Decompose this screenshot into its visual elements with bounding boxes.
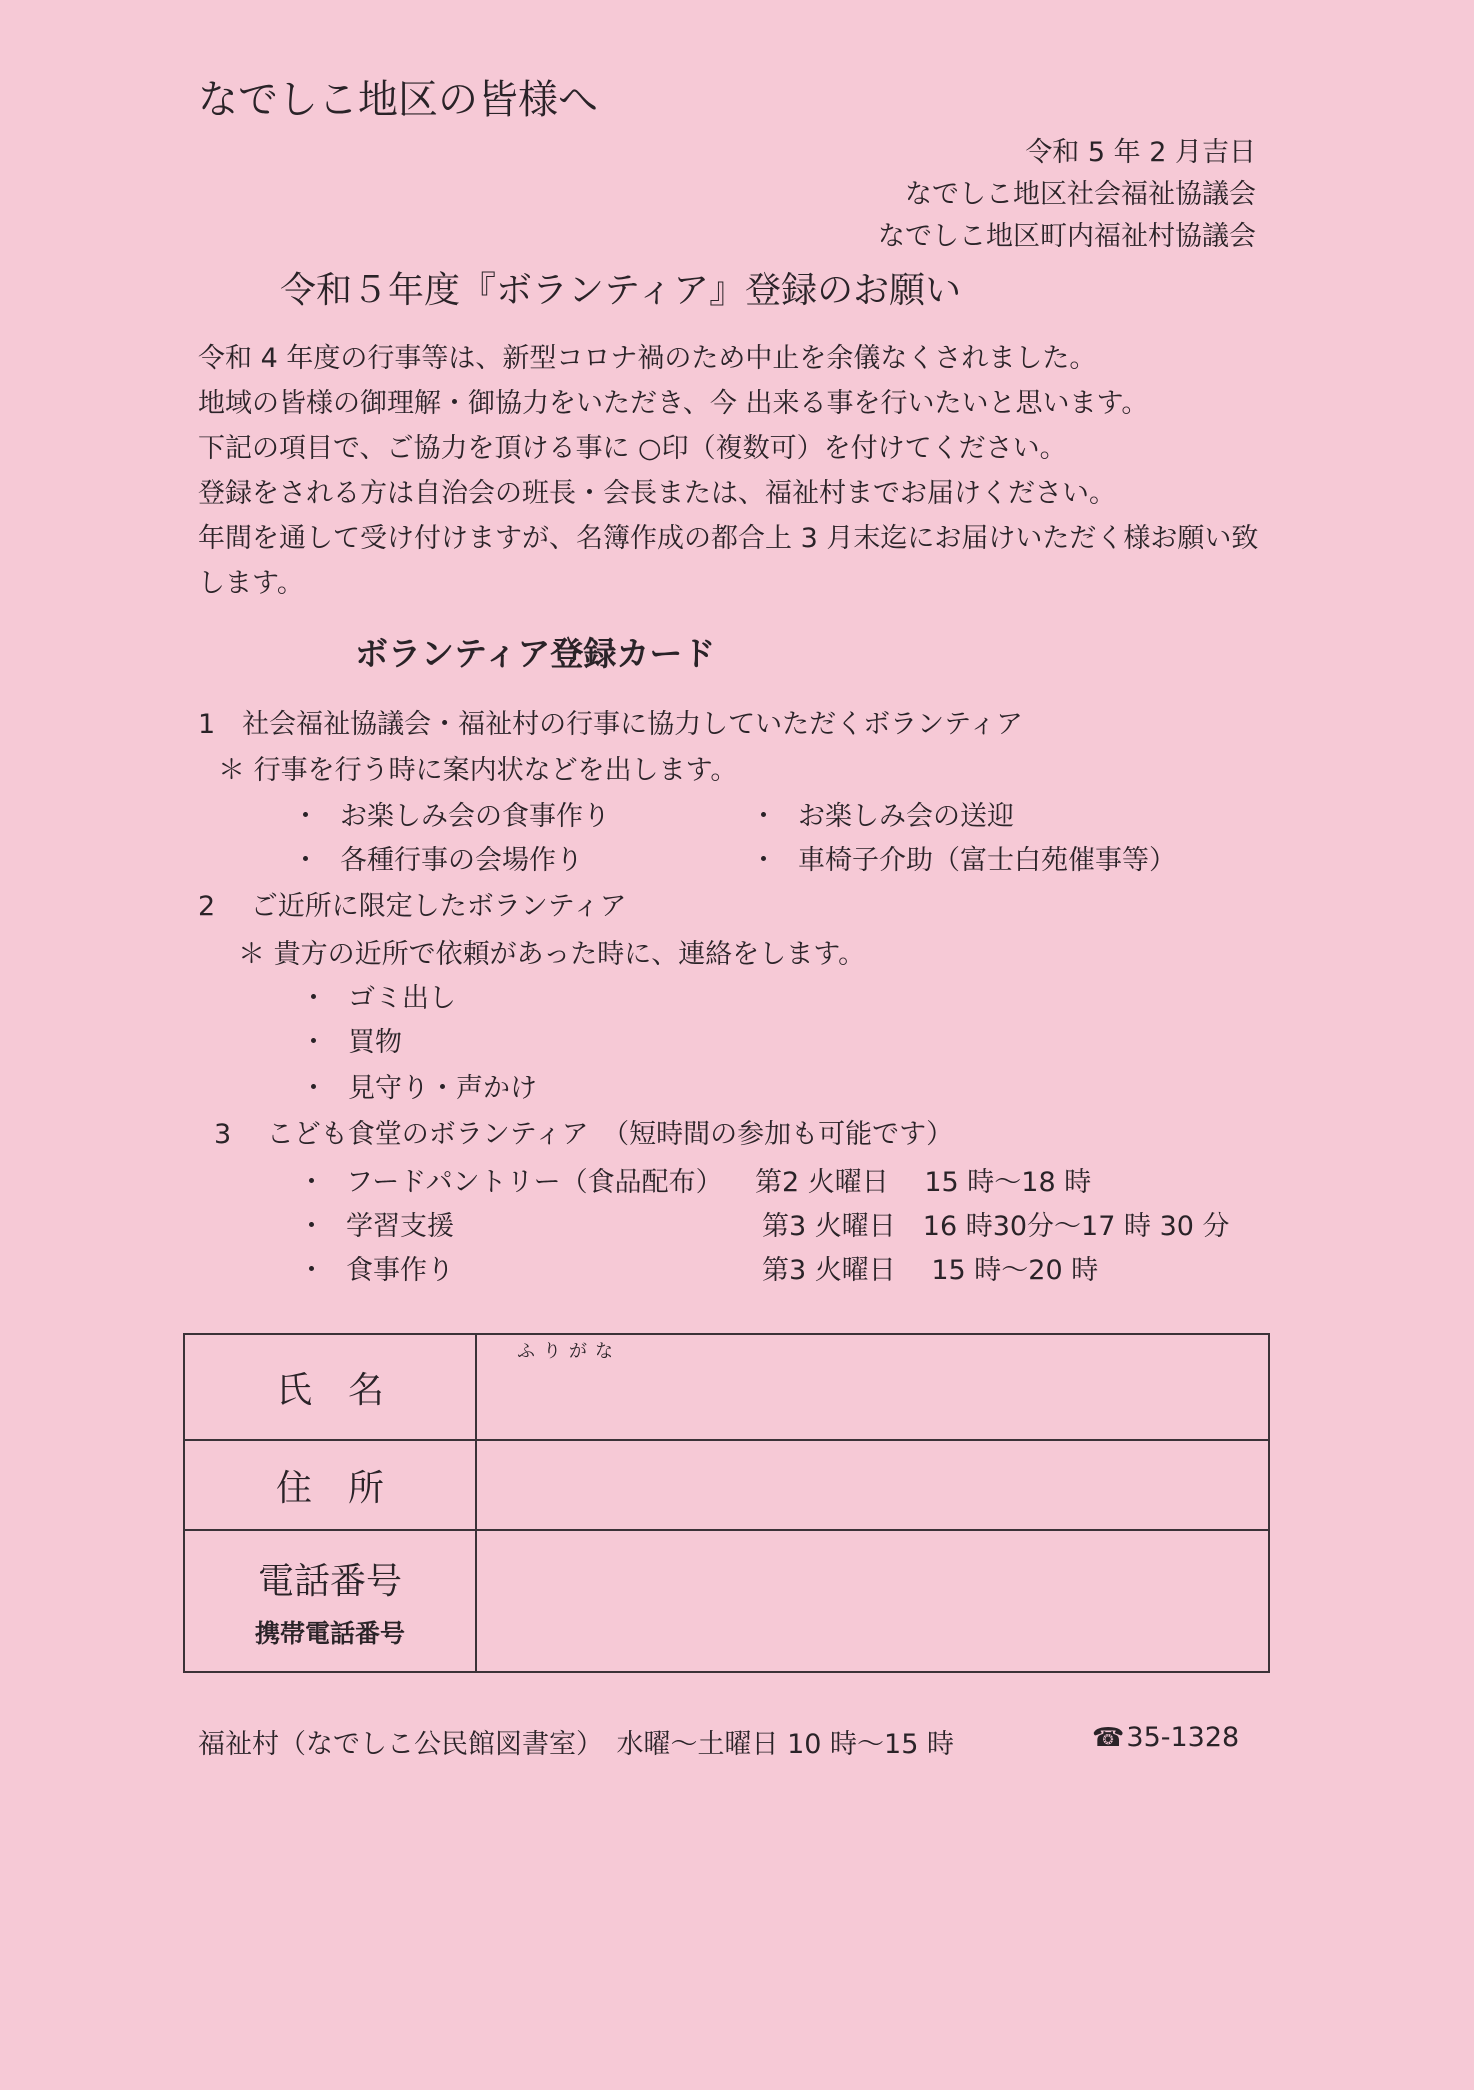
form-row-phone [184, 1530, 1269, 1672]
bullet-icon: ・ [750, 845, 777, 876]
name-field[interactable] [476, 1334, 1269, 1440]
footer-phone [1092, 1722, 1239, 1753]
item-label: 見守り・声かけ [348, 1073, 537, 1104]
section-1-note: ＊ 行事を行う時に案内状などを出します。 [218, 755, 738, 786]
section-3-time: 第2 火曜日 15 時～18 時 [755, 1167, 1092, 1198]
phone-label: 電話番号 [257, 1560, 402, 1602]
intro-line: 年間を通して受け付けますが、名簿作成の都合上 3 月末迄にお届けいただく様お願い致します。 [198, 523, 1259, 599]
section-3-time: 第3 火曜日 16 時30分～17 時 30 分 [762, 1211, 1230, 1242]
item-label: お楽しみ会の食事作り [340, 801, 610, 832]
mobile-label: 携帯電話番号 [254, 1618, 405, 1648]
bullet-icon: ・ [292, 845, 319, 876]
intro-line: 令和 4 年度の行事等は、新型コロナ禍のため中止を余儀なくされました。 [198, 343, 1097, 374]
salutation: なでしこ地区の皆様へ [198, 77, 598, 123]
item-label: ゴミ出し [348, 983, 456, 1014]
section-2-item [300, 1020, 402, 1059]
name-label: 氏 名 [184, 1334, 476, 1440]
task-label: フードパントリー（食品配布） [346, 1167, 723, 1198]
section-2-note: ＊ 貴方の近所で依頼があった時に、連絡をします。 [238, 939, 866, 970]
intro-text [198, 336, 1263, 606]
section-1-item [292, 794, 610, 833]
footer-contact: 福祉村（なでしこ公民館図書室） 水曜～土曜日 10 時～15 時 [198, 1729, 954, 1760]
phone-label-cell [184, 1530, 476, 1672]
section-3-task [298, 1160, 723, 1199]
item-label: 各種行事の会場作り [340, 845, 583, 876]
section-3-task [298, 1248, 454, 1287]
section-1-heading: 1 社会福祉協議会・福祉村の行事に協力していただくボランティア [198, 709, 1024, 740]
section-1-item [750, 794, 1014, 833]
section-1-item [750, 838, 1176, 877]
section-1-item [292, 838, 583, 877]
issue-date: 令和 5 年 2 月吉日 [1025, 137, 1256, 168]
telephone-icon: ☎ [1092, 1723, 1125, 1753]
card-title: ボランティア登録カード [355, 634, 716, 673]
bullet-icon: ・ [750, 801, 777, 832]
section-3-task [298, 1204, 454, 1243]
intro-line: 下記の項目で、ご協力を頂ける事に ○印（複数可）を付けてください。 [198, 433, 1067, 464]
form-row-address [184, 1440, 1269, 1530]
section-3-heading: 3 こども食堂のボランティア （短時間の参加も可能です） [214, 1119, 954, 1150]
section-2-item [300, 1066, 537, 1105]
furigana-label: ふりがな [517, 1341, 621, 1362]
bullet-icon: ・ [300, 1073, 327, 1104]
sender-org-2: なでしこ地区町内福祉村協議会 [878, 221, 1256, 252]
item-label: 車椅子介助（富士白苑催事等） [798, 845, 1176, 876]
phone-field[interactable] [476, 1530, 1269, 1672]
notice-title: 令和５年度『ボランティア』登録のお願い [280, 270, 962, 311]
task-label: 学習支援 [346, 1211, 454, 1242]
sender-block [878, 132, 1256, 258]
address-label: 住 所 [184, 1440, 476, 1530]
bullet-icon: ・ [298, 1167, 325, 1198]
task-label: 食事作り [346, 1255, 454, 1286]
phone-number: 35-1328 [1126, 1722, 1240, 1753]
bullet-icon: ・ [298, 1211, 325, 1242]
intro-line: 登録をされる方は自治会の班長・会長または、福祉村までお届けください。 [198, 478, 1116, 509]
sender-org-1: なでしこ地区社会福祉協議会 [905, 179, 1256, 210]
intro-line: 地域の皆様の御理解・御協力をいただき、今 出来る事を行いたいと思います。 [198, 388, 1149, 419]
form-row-name [184, 1334, 1269, 1440]
item-label: お楽しみ会の送迎 [798, 801, 1014, 832]
bullet-icon: ・ [298, 1255, 325, 1286]
address-field[interactable] [476, 1440, 1269, 1530]
bullet-icon: ・ [300, 1027, 327, 1058]
bullet-icon: ・ [292, 801, 319, 832]
item-label: 買物 [348, 1027, 402, 1058]
registration-form [183, 1333, 1270, 1673]
section-3-time: 第3 火曜日 15 時～20 時 [762, 1255, 1099, 1286]
section-2-item [300, 976, 456, 1015]
bullet-icon: ・ [300, 983, 327, 1014]
section-2-heading: 2 ご近所に限定したボランティア [198, 891, 627, 922]
